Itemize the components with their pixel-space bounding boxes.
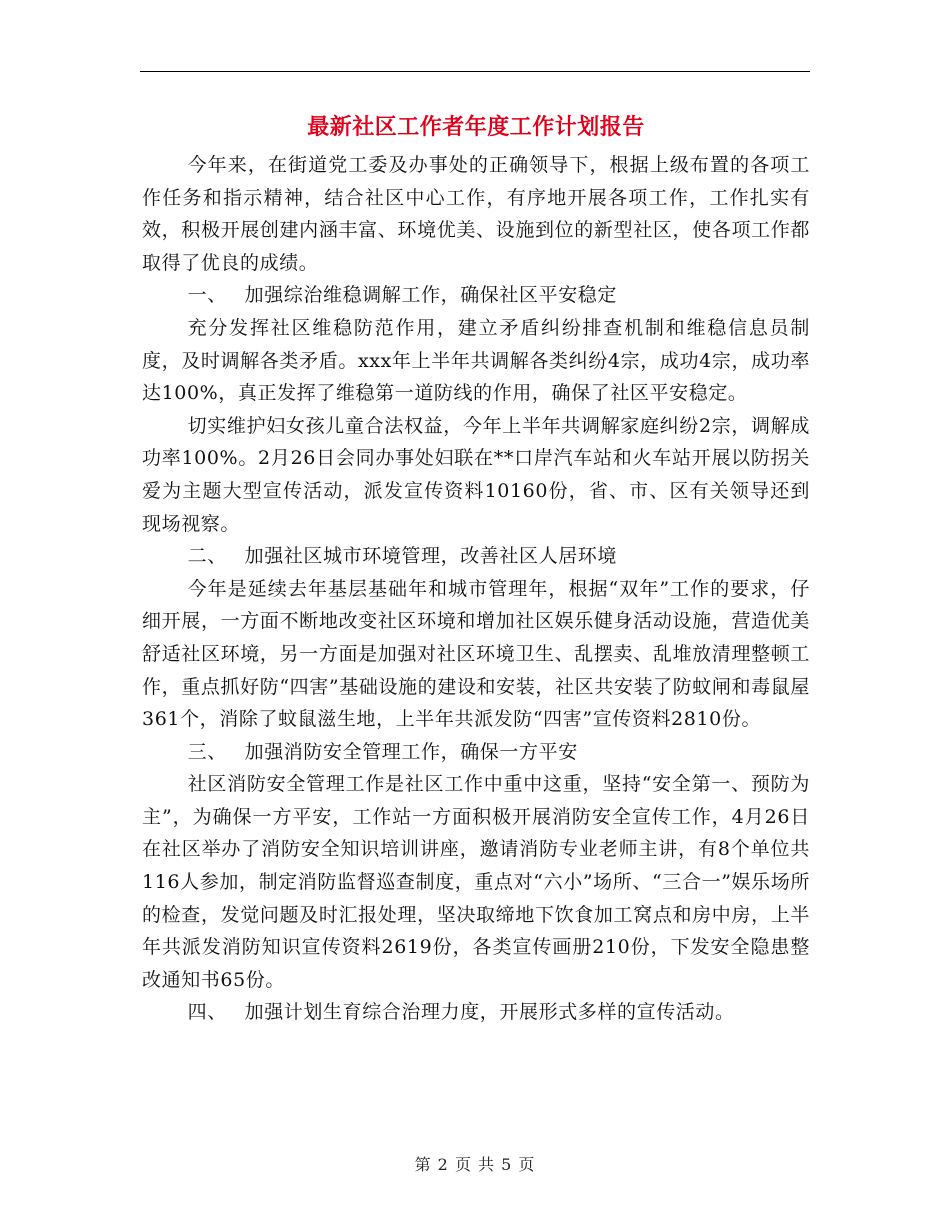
section-number: 四、 (187, 1001, 227, 1024)
paragraph: 切实维护妇女孩儿童合法权益，今年上半年共调解家庭纠纷2宗，调解成功率100%。2月26日会同办事处妇联在**口岸汽车站和火车站开展以防拐关爱为主题大型宣传活动，派发宣传资料10160份，省、市、区有关领导还到现场视察。 (142, 414, 810, 535)
section-heading-1 (142, 279, 810, 312)
section-heading-4 (142, 996, 810, 1029)
paragraph: 今年是延续去年基层基础年和城市管理年，根据“双年”工作的要求，仔细开展，一方面不断地改变社区环境和增加社区娱乐健身活动设施，营造优美舒适社区环境，另一方面是加强对社区环境卫生、乱摆卖、乱堆放清理整顿工作，重点抓好防“四害”基础设施的建设和安装，社区共安装了防蚊闸和毒鼠屋361个，消除了蚊鼠滋生地，上半年共派发防“四害”宣传资料2810份。 (142, 577, 810, 731)
paragraph: 社区消防安全管理工作是社区工作中重中这重，坚持“安全第一、预防为主”，为确保一方平安，工作站一方面积极开展消防安全宣传工作，4月26日在社区举办了消防安全知识培训讲座，邀请消防专业老师主讲，有8个单位共116人参加，制定消防监督巡查制度，重点对“六小”场所、“三合一”娱乐场所的检查，发觉问题及时汇报处理，坚决取缔地下饮食加工窝点和房中房，上半年共派发消防知识宣传资料2619份，各类宣传画册210份，下发安全隐患整改通知书65份。 (142, 773, 810, 991)
section-number: 三、 (187, 740, 227, 763)
section-heading-2 (142, 540, 810, 573)
intro-paragraph: 今年来，在街道党工委及办事处的正确领导下，根据上级布置的各项工作任务和指示精神，结合社区中心工作，有序地开展各项工作，工作扎实有效，积极开展创建内涵丰富、环境优美、设施到位的新型社区，使各项工作都取得了优良的成绩。 (142, 154, 810, 274)
document-body (142, 105, 810, 1029)
header-rule (140, 71, 810, 72)
paragraph: 充分发挥社区维稳防范作用，建立矛盾纠纷排查机制和维稳信息员制度，及时调解各类矛盾。xxx年上半年共调解各类纠纷4宗，成功4宗，成功率达100%，真正发挥了维稳第一道防线的作用，确保了社区平安稳定。 (142, 316, 810, 405)
section-heading-text: 加强综治维稳调解工作，确保社区平安稳定 (244, 284, 617, 307)
section-number: 一、 (187, 284, 227, 307)
section-heading-text: 加强社区城市环境管理，改善社区人居环境 (244, 545, 617, 568)
document-content (142, 149, 810, 1029)
page-number-footer: 第 2 页 共 5 页 (414, 1155, 536, 1174)
section-number: 二、 (187, 545, 227, 568)
section-heading-text: 加强消防安全管理工作，确保一方平安 (244, 740, 578, 763)
section-heading-text: 加强计划生育综合治理力度，开展形式多样的宣传活动。 (244, 1001, 735, 1024)
document-title: 最新社区工作者年度工作计划报告 (307, 114, 645, 140)
section-heading-3 (142, 736, 810, 769)
